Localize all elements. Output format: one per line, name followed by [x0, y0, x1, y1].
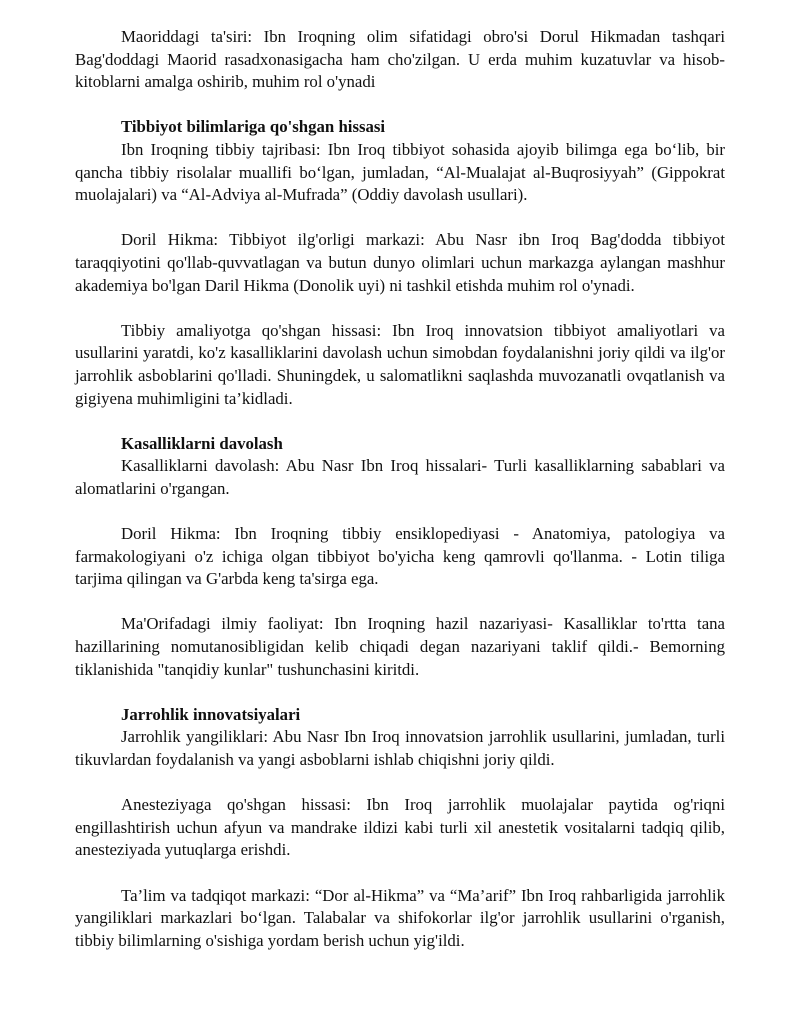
- paragraph-doril-hikma-center: Doril Hikma: Tibbiyot ilg'orligi markazi: Abu Nasr ibn Iroq Bag'dodda tibbiyot taraqqiyotini qo'llab-quvvatlagan va butun dunyo olimlari uchun markazga aylangan mashhur akademiya bo'lgan Daril Hikma (Donolik uyi) ni tashkil etishda muhim rol o'ynadi.: [75, 230, 725, 295]
- spacer: [75, 681, 725, 704]
- paragraph-humor-theory: Ma'Orifadagi ilmiy faoliyat: Ibn Iroqning hazil nazariyasi- Kasalliklar to'rtta tana hazillarining nomutanosibligidan kelib chiqadi degan nazariyani taklif qildi.- Bemorning tiklanishida "tanqidiy kunlar" tushunchasini kiritdi.: [75, 614, 725, 679]
- paragraph-medical-encyclopedia: Doril Hikma: Ibn Iroqning tibbiy ensiklopediyasi - Anatomiya, patologiya va farmakologiyani o'z ichiga olgan tibbiyot bo'yicha keng qamrovli qo'llanma. - Lotin tiliga tarjima qilingan va G'arbda keng ta'sirga ega.: [75, 524, 725, 589]
- paragraph-education-center: Ta’lim va tadqiqot markazi: “Dor al-Hikma” va “Ma’arif” Ibn Iroq rahbarligida jarrohlik yangiliklari markazlari bo‘lgan. Talabalar va shifokorlar ilg'or jarrohlik usullarini o'rganish, tibbiy bilimlarning o'sishiga yordam berish uchun yig'ildi.: [75, 885, 725, 950]
- spacer: [75, 591, 725, 614]
- spacer: [75, 297, 725, 320]
- paragraph-medical-practice: Tibbiy amaliyotga qo'shgan hissasi: Ibn Iroq innovatsion tibbiyot amaliyotlari va usullarini yaratdi, ko'z kasalliklarini davolash uchun simobdan foydalanishni joriy qildi va ilg'or jarrohlik asboblarini qo'lladi. Shuningdek, u salomatlikni saqlashda muvozanatli ovqatlanish va gigiyena muhimligini ta’kidladi.: [75, 320, 725, 408]
- paragraph-surgical-innovations: Jarrohlik yangiliklari: Abu Nasr Ibn Iroq innovatsion jarrohlik usullarini, jumladan, turli tikuvlardan foydalanish va yangi asboblarni ishlab chiqishni joriy qildi.: [75, 727, 725, 769]
- paragraph-maorid-influence: Maoriddagi ta'siri: Ibn Iroqning olim sifatidagi obro'si Dorul Hikmadan tashqari Bag'doddagi Maorid rasadxonasigacha ham cho'zilgan. U erda muhim kuzatuvlar va hisob-kitoblarni amalga oshirib, muhim rol o'ynadi: [75, 27, 725, 92]
- section-heading-diseases: Kasalliklarni davolash: [121, 433, 283, 453]
- spacer: [75, 862, 725, 885]
- spacer: [75, 772, 725, 795]
- paragraph-disease-treatment: Kasalliklarni davolash: Abu Nasr Ibn Iroq hissalari- Turli kasalliklarning sabablari va alomatlarini o'rgangan.: [75, 456, 725, 498]
- spacer: [75, 410, 725, 433]
- section-heading-surgery: Jarrohlik innovatsiyalari: [121, 704, 301, 724]
- section-heading-medicine: Tibbiyot bilimlariga qo'shgan hissasi: [121, 117, 386, 137]
- spacer: [75, 207, 725, 230]
- spacer: [75, 500, 725, 523]
- spacer: [75, 94, 725, 117]
- document-page: [75, 26, 725, 952]
- paragraph-anesthesia: Anesteziyaga qo'shgan hissasi: Ibn Iroq jarrohlik muolajalar paytida og'riqni engillashtirish uchun afyun va mandrake ildizi kabi turli xil anestetik vositalarni tadqiq qilib, anesteziyada yutuqlarga erishdi.: [75, 795, 725, 860]
- paragraph-medical-expertise: Ibn Iroqning tibbiy tajribasi: Ibn Iroq tibbiyot sohasida ajoyib bilimga ega bo‘lib, bir qancha tibbiy risolalar muallifi bo‘lgan, jumladan, “Al-Mualajat al-Buqrosiyyah” (Gippokrat muolajalari) va “Al-Adviya al-Mufrada” (Oddiy davolash usullari).: [75, 139, 725, 205]
